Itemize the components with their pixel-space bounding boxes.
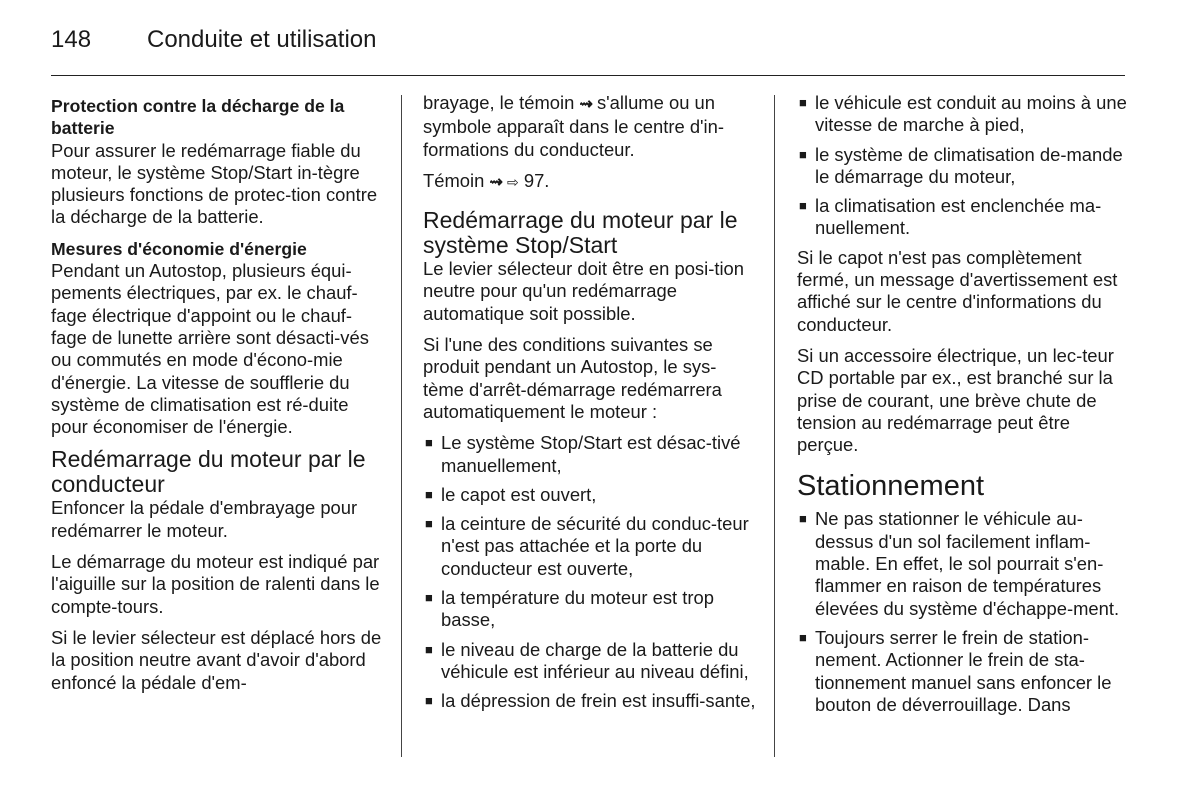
paragraph-levier: Si le levier sélecteur est déplacé hors de la position neutre avant d'avoir d'abord enfoncé la pédale d'em- — [51, 626, 382, 693]
list-item: ■ le capot est ouvert, — [425, 483, 597, 505]
column-3 — [797, 92, 1127, 723]
heading-economie: Mesures d'économie d'énergie — [51, 238, 307, 259]
list-item: ■ Le système Stop/Start est désac-tivé manuellement, — [425, 432, 741, 476]
bullet-icon: ■ — [799, 511, 807, 527]
bullet-icon: ■ — [799, 629, 807, 645]
column-1 — [51, 92, 383, 703]
heading-redemarrage-conducteur: Redémarrage du moteur par le conducteur — [51, 446, 366, 498]
paragraph-economie: Pendant un Autostop, plusieurs équi-pements électriques, par ex. le chauf-fage électrique d'appoint ou le chauf-fage de lunette arrière sont désacti-vés ou commutés en mode d'écono-mie d'énergie. La vitesse de soufflerie du système de climatisation est ré-duite pour économiser de l'énergie. — [51, 260, 369, 438]
list-item: ■ le système de climatisation de-mande le démarrage du moteur, — [799, 143, 1123, 187]
bullet-icon: ■ — [425, 590, 433, 606]
temoin-text-2: s'allume ou un symbole apparaît dans le centre d'in-formations du conducteur. — [423, 92, 724, 160]
paragraph-levier-neutre: Le levier sélecteur doit être en posi-tion neutre pour qu'un redémarrage automatique soit possible. — [423, 258, 744, 324]
list-item: ■ la climatisation est enclenchée ma-nuellement. — [799, 195, 1102, 239]
list-item: ■ Ne pas stationner le véhicule au-dessus d'un sol facilement inflam-mable. En effet, le sol pourrait s'en-flammer en raison de températures élevées du système d'échappe-ment. — [799, 508, 1120, 619]
bullet-icon: ■ — [425, 516, 433, 532]
column-divider-1 — [401, 95, 402, 757]
paragraph-embrayage: Enfoncer la pédale d'embrayage pour redémarrer le moteur. — [51, 497, 358, 541]
page-reference-arrow-icon: ⇨ — [506, 173, 519, 190]
temoin-text-1: brayage, le témoin — [423, 92, 575, 113]
stop-start-indicator-icon: ⇝ — [489, 173, 502, 191]
bullet-icon: ■ — [425, 641, 433, 657]
bullet-icon: ■ — [425, 435, 433, 451]
list-item: ■ la température du moteur est trop basse, — [425, 587, 714, 631]
stop-start-indicator-icon: ⇝ — [579, 96, 592, 113]
page-header — [51, 26, 376, 54]
section-title: Conduite et utilisation — [147, 26, 377, 53]
paragraph-capot: Si le capot n'est pas complètement fermé, un message d'avertissement est affiché sur le centre d'informations du conducteur. — [797, 246, 1118, 335]
bullet-icon: ■ — [799, 198, 807, 214]
heading-redemarrage-systeme: Redémarrage du moteur par le système Stop/Start — [423, 207, 738, 259]
header-rule — [51, 75, 1125, 76]
heading-protection: Protection contre la décharge de la batterie — [51, 96, 345, 139]
heading-stationnement: Stationnement — [797, 470, 985, 503]
bullet-icon: ■ — [799, 95, 807, 110]
bullet-icon: ■ — [799, 146, 807, 162]
temoin-label: Témoin — [423, 169, 485, 191]
list-item: ■ le niveau de charge de la batterie du véhicule est inférieur au niveau défini, — [425, 638, 749, 682]
list-item: ■ Toujours serrer le frein de station-nement. Actionner le frein de sta-tionnement manuel sans enfoncer le bouton de déverrouillage. Dans — [799, 626, 1112, 715]
list-item: ■ le véhicule est conduit au moins à une vitesse de marche à pied, — [799, 92, 1127, 136]
paragraph-temoin — [423, 92, 757, 161]
column-divider-2 — [774, 95, 775, 757]
column-2 — [423, 92, 757, 720]
bullet-icon: ■ — [425, 693, 433, 709]
paragraph-temoin-ref — [423, 170, 757, 194]
paragraph-accessoire: Si un accessoire électrique, un lec-teur CD portable par ex., est branché sur la prise de courant, une brève chute de tension au redémarrage peut être perçue. — [797, 344, 1114, 456]
page-number: 148 — [51, 26, 92, 53]
page-reference: 97. — [523, 169, 550, 191]
paragraph-demarrage: Le démarrage du moteur est indiqué par l'aiguille sur la position de ralenti dans le compte-tours. — [51, 551, 380, 617]
list-item: ■ la dépression de frein est insuffi-sante, — [425, 690, 756, 712]
paragraph-protection: Pour assurer le redémarrage fiable du moteur, le système Stop/Start in-tègre plusieurs fonctions de protec-tion contre la décharge de la batterie. — [51, 139, 378, 228]
list-item: ■ la ceinture de sécurité du conduc-teur n'est pas attachée et la porte du conducteur est ouverte, — [425, 513, 749, 579]
bullet-icon: ■ — [425, 486, 433, 502]
paragraph-conditions: Si l'une des conditions suivantes se produit pendant un Autostop, le sys-tème d'arrêt-démarrage redémarrera automatiquement le moteur : — [423, 334, 722, 422]
